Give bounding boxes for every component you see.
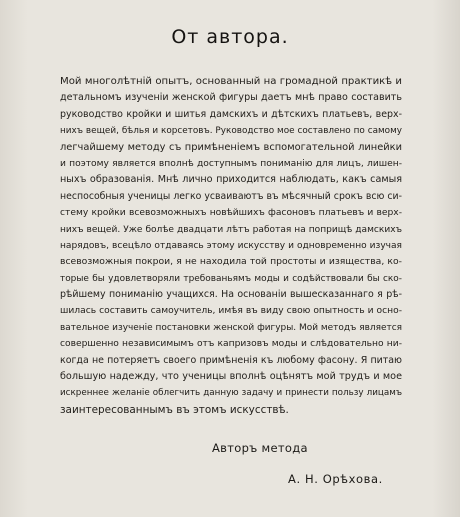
text-line: искреннее желаніе облегчить данную задачу и принести пользу лицамъ [60,388,402,399]
text-line: торые бы удовлетворяли требованьямъ моды и содѣйствовали бы ско- [60,273,402,284]
text-line: совершенно независимымъ отъ капризовъ моды и слѣдовательно ни- [60,339,402,350]
body-paragraph [60,74,402,418]
text-line: когда не потеряетъ своего примѣненія къ любому фасону. Я питаю [60,354,402,366]
text-line: неспособныя ученицы легко усваиваютъ въ мѣсячный срокъ всю си- [60,190,402,202]
text-line: заинтересованнымъ въ этомъ искусствѣ. [60,403,289,416]
text-line: стему кройки всевозможныхъ новѣйшихъ фасоновъ платьевъ и верх- [60,208,402,219]
author-signature: А. Н. Орѣхова. [288,472,383,486]
text-line: большую надежду, что ученицы вполнѣ оцѣнятъ мой трудъ и мое [60,371,402,383]
text-line: рѣйшему пониманію учащихся. На основаніи вышесказаннаго я рѣ- [60,289,402,301]
text-line: шилась составить самоучитель, имѣя въ виду свою опытность и осно- [60,306,402,317]
text-line: нихъ вещей. Уже болѣе двадцати лѣтъ работая на поприщѣ дамскихъ [60,224,402,235]
text-line: легчайшему методу съ примѣненіемъ вспомогательной линейки [60,141,402,153]
text-line: руководство кройки и шитья дамскихъ и дѣтскихъ платьевъ, верх- [60,108,402,120]
text-line: ныхъ образованія. Мнѣ лично приходится наблюдать, какъ самыя [60,174,402,186]
signature-label: Авторъ метода [212,441,308,455]
page-title: От автора. [171,26,289,48]
text-line: нихъ вещей, бѣлья и корсетовъ. Руководство мое составлено по самому [60,126,402,137]
text-line: вательное изученіе постановки женской фигуры. Мой методъ является [60,322,402,333]
text-line: нарядовъ, всецѣло отдаваясь этому искусству и одновременно изучая [60,240,402,251]
text-line: Мой многолѣтній опытъ, основанный на громадной практикѣ и [60,76,402,87]
text-line: всевозможныя покрои, я не находила той простоты и изящества, ко- [60,256,402,268]
text-line: детальномъ изученіи женской фигуры даетъ мнѣ право составить [60,92,402,104]
text-line: и поэтому является вполнѣ доступнымъ пониманію для лицъ, лишен- [60,158,402,169]
